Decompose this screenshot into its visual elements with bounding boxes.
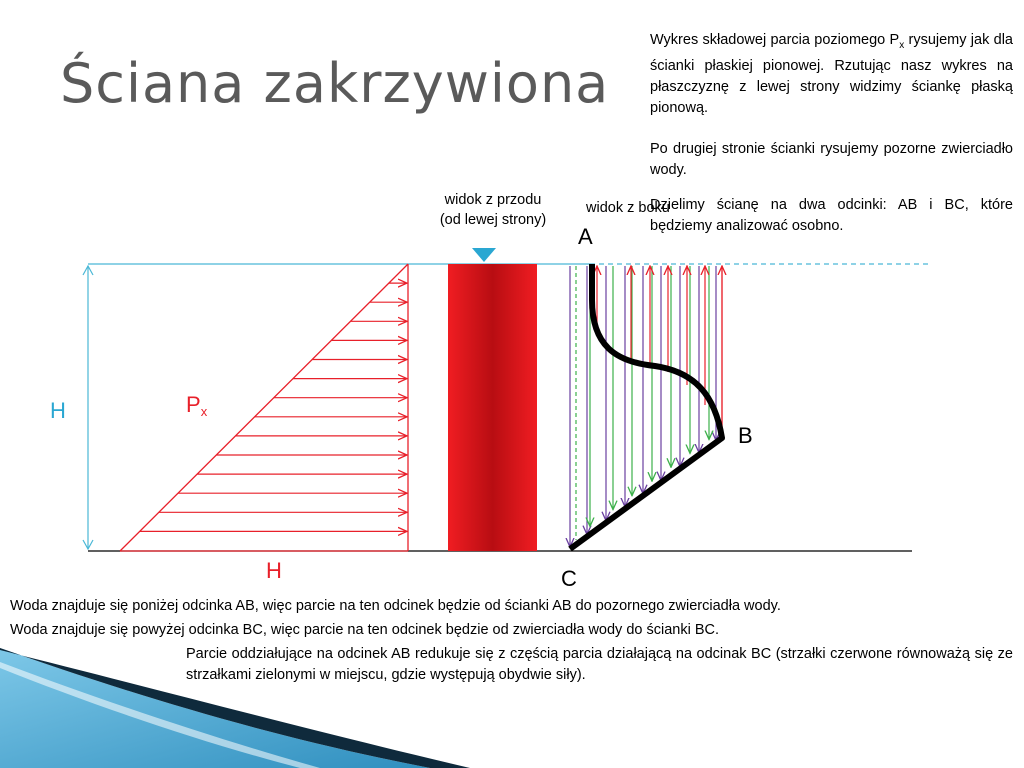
height-label-bottom: H xyxy=(266,558,282,583)
point-b-label: B xyxy=(738,423,753,448)
water-level-marker-icon xyxy=(472,248,496,262)
description-paragraph-2: Po drugiej stronie ścianki rysujemy pozorne zwierciadło wody. xyxy=(650,141,1013,178)
force-label-main: P xyxy=(186,392,201,417)
side-view-label: widok z boku xyxy=(586,200,670,216)
front-view-label-line1: widok z przodu xyxy=(444,192,542,208)
slide-title: Ściana zakrzywiona xyxy=(60,52,610,115)
bottom-text-line-1: Woda znajduje się poniżej odcinka AB, więc parcie na ten odcinek będzie od ścianki AB do pozornego zwierciadła wody. xyxy=(10,598,781,614)
front-view-wall xyxy=(448,264,537,551)
bottom-text-line-2: Woda znajduje się powyżej odcinka BC, więc parcie na ten odcinek będzie od zwierciadła wody do ścianki BC. xyxy=(10,622,719,638)
bottom-text-line-3: Parcie oddziałujące na odcinek AB redukuje się z częścią parcia działającą na odcinak BC (strzałki czerwone równoważą się ze strzałkami zielonymi w miejscu, gdzie występują obydwie siły). xyxy=(186,646,1013,683)
force-label xyxy=(186,392,208,419)
point-a-label: A xyxy=(578,224,593,249)
height-label-left: H xyxy=(50,398,66,423)
point-c-label: C xyxy=(561,566,577,591)
pressure-triangle xyxy=(120,264,408,551)
force-label-sub: x xyxy=(200,404,208,419)
height-dimension-arrow xyxy=(83,266,93,549)
description-paragraph-3: Dzielimy ścianę na dwa odcinki: AB i BC, które będziemy analizować osobno. xyxy=(650,197,1013,234)
description-paragraph-1-text: Wykres składowej parcia poziomego $P_x$ rysujemy jak dla ścianki płaskiej pionowej. Rzutując nasz wykres na płaszczyznę z lewej strony widzimy ściankę płaską pionową. xyxy=(650,32,1013,116)
front-view-label-line2: (od lewej strony) xyxy=(439,212,547,228)
